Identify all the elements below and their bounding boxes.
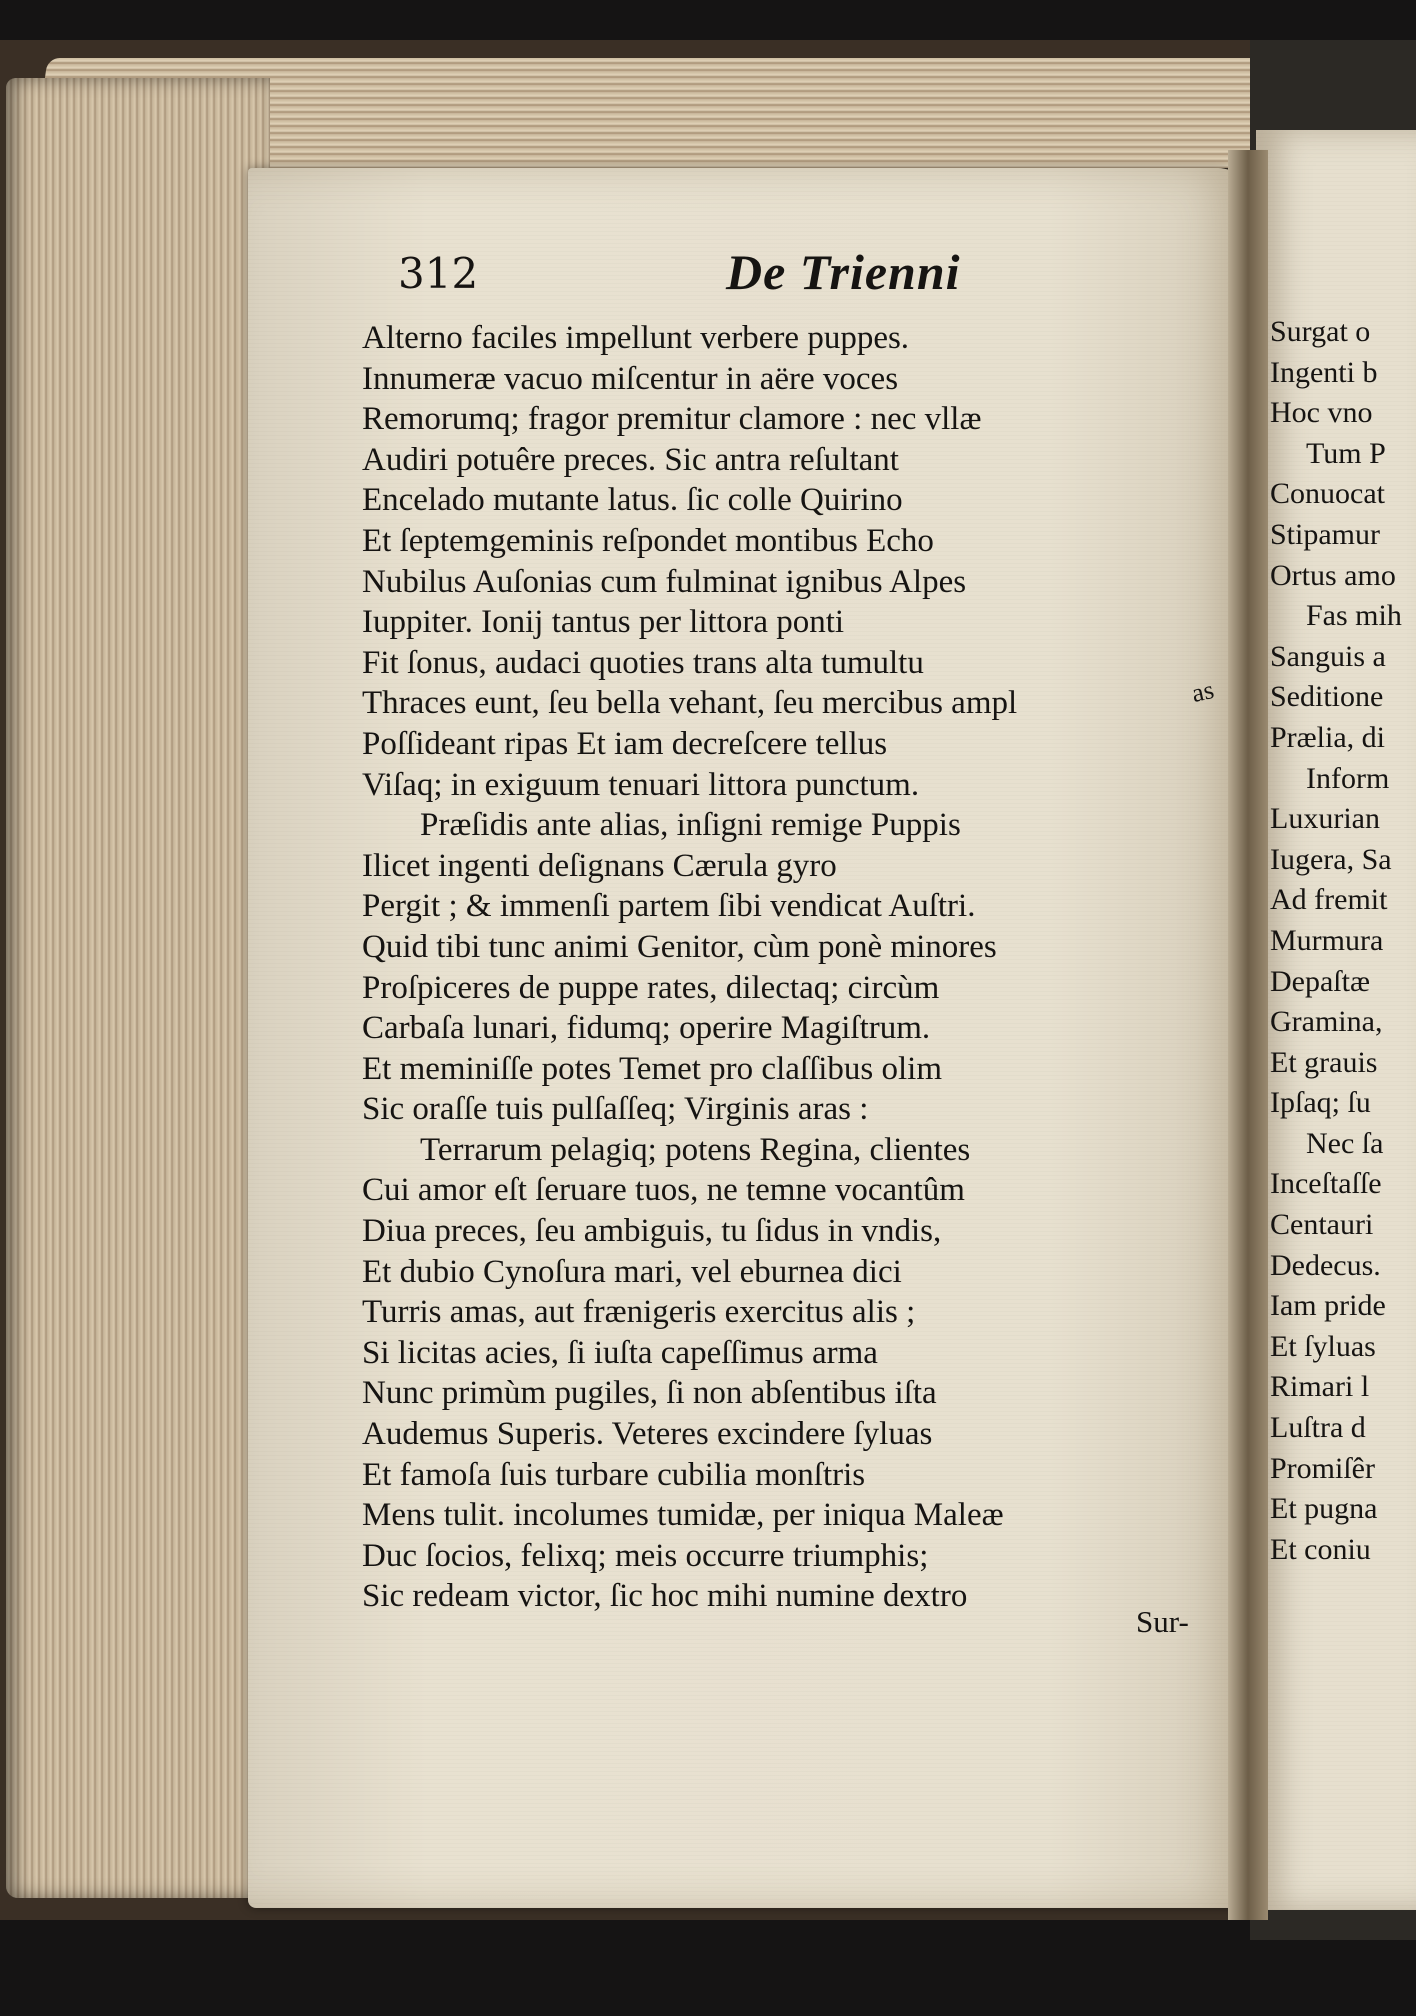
verse-line: Pergit ; & immenſi partem ſibi vendicat Auſtri. (362, 888, 976, 925)
verse-line: Encelado mutante latus. ſic colle Quirino (362, 482, 903, 519)
verse-line: Prælia, di (1270, 720, 1386, 754)
verse-line: Ilicet ingenti deſignans Cærula gyro (362, 847, 837, 884)
verse-line: Nec ſa (1306, 1126, 1384, 1160)
verse-line: Præſidis ante alias, inſigni remige Puppis (420, 807, 961, 844)
verse-line: Proſpiceres de puppe rates, dilectaq; circùm (362, 969, 940, 1006)
verse-line: Stipamur (1270, 517, 1380, 551)
verse-line: Sic oraſſe tuis pulſaſſeq; Virginis aras : (362, 1091, 869, 1128)
left-page-verse-block (362, 318, 1242, 1617)
verse-line: Tum P (1306, 436, 1386, 470)
verse-line: Iuppiter. Ionij tantus per littora ponti (362, 604, 845, 641)
verse-line: Innumeræ vacuo miſcentur in aëre voces (362, 360, 899, 397)
verse-line: Iam pride (1270, 1289, 1386, 1323)
verse-line: Sanguis a (1270, 639, 1386, 673)
verse-line: Et grauis (1270, 1045, 1378, 1079)
verse-line: Duc ſocios, felixq; meis occurre triumphis; (362, 1537, 929, 1574)
verse-line: Et coniu (1270, 1532, 1371, 1566)
verse-line: Luxurian (1270, 802, 1380, 836)
running-title: De Trienni (726, 244, 961, 300)
verse-line: Et famoſa ſuis turbare cubilia monſtris (362, 1456, 866, 1493)
verse-line: Remorumq; fragor premitur clamore : nec vllæ (362, 401, 982, 438)
verse-line: Centauri (1270, 1208, 1374, 1242)
page-number: 312 (398, 249, 479, 298)
margin-note: as (1189, 675, 1217, 708)
verse-line: Cui amor eſt ſeruare tuos, ne temne vocantûm (362, 1172, 965, 1209)
verse-line: Si licitas acies, ſi iuſta capeſſimus arma (362, 1334, 878, 1371)
verse-line: Quid tibi tunc animi Genitor, cùm ponè minores (362, 928, 997, 965)
verse-line: Et dubio Cynoſura mari, vel eburnea dici (362, 1253, 902, 1290)
verse-line: Iugera, Sa (1270, 842, 1392, 876)
verse-line: Et ſyluas (1270, 1329, 1376, 1363)
verse-line: Ad fremit (1270, 883, 1388, 917)
verse-line: Nunc primùm pugiles, ſi non abſentibus iſta (362, 1375, 937, 1412)
verse-line: Dedecus. (1270, 1248, 1381, 1282)
verse-line: Luſtra d (1270, 1411, 1366, 1445)
verse-line: Et meminiſſe potes Temet pro claſſibus olim (362, 1050, 942, 1087)
verse-line: Viſaq; in exiguum tenuari littora punctum. (362, 766, 920, 803)
verse-line: Mens tulit. incolumes tumidæ, per iniqua Maleæ (362, 1497, 1004, 1534)
verse-line: Gramina, (1270, 1005, 1383, 1039)
verse-line: Murmura (1270, 923, 1384, 957)
verse-line: Depaſtæ (1270, 964, 1370, 998)
right-page-verse-block (1270, 312, 1416, 1570)
verse-line: Poſſideant ripas Et iam decreſcere tellus (362, 725, 888, 762)
verse-line: Conuocat (1270, 477, 1385, 511)
verse-line: Fas mih (1306, 599, 1402, 633)
verse-line: Turris amas, aut frænigeris exercitus alis ; (362, 1294, 916, 1331)
verse-line: Alterno faciles impellunt verbere puppes. (362, 320, 910, 356)
verse-line: Terrarum pelagiq; potens Regina, clientes (420, 1131, 971, 1168)
verse-line: Seditione (1270, 680, 1384, 714)
page-header (398, 243, 1158, 313)
page-block-fore-edge (6, 78, 270, 1898)
verse-line: Hoc vno (1270, 396, 1373, 430)
verse-line: Carbaſa lunari, fidumq; operire Magiſtrum. (362, 1010, 931, 1047)
verse-line: Ortus amo (1270, 558, 1396, 592)
verse-line: Nubilus Auſonias cum fulminat ignibus Alpes (362, 563, 967, 600)
verse-line: Inform (1306, 761, 1390, 795)
verse-line: Surgat o (1270, 315, 1371, 348)
verse-line: Ingenti b (1270, 355, 1378, 389)
verse-line: Et pugna (1270, 1492, 1378, 1526)
verse-line: Promiſêr (1270, 1451, 1375, 1485)
catchword: Sur- (1136, 1604, 1189, 1639)
verse-line: Audiri potuêre preces. Sic antra reſultant (362, 441, 899, 478)
verse-line: Inceſtaſſe (1270, 1167, 1382, 1201)
verse-line: Audemus Superis. Veteres excindere ſyluas (362, 1416, 933, 1453)
verse-line: Thraces eunt, ſeu bella vehant, ſeu mercibus ampl (362, 685, 1018, 722)
verse-line: Diua preces, ſeu ambiguis, tu ſidus in vndis, (362, 1213, 942, 1250)
verse-line: Fit ſonus, audaci quoties trans alta tumultu (362, 644, 924, 681)
verse-line: Rimari l (1270, 1370, 1370, 1404)
verse-line: Ipſaq; ſu (1270, 1086, 1371, 1120)
verse-line: Sic redeam victor, ſic hoc mihi numine dextro (362, 1578, 968, 1615)
verse-line: Et ſeptemgeminis reſpondet montibus Echo (362, 522, 934, 559)
